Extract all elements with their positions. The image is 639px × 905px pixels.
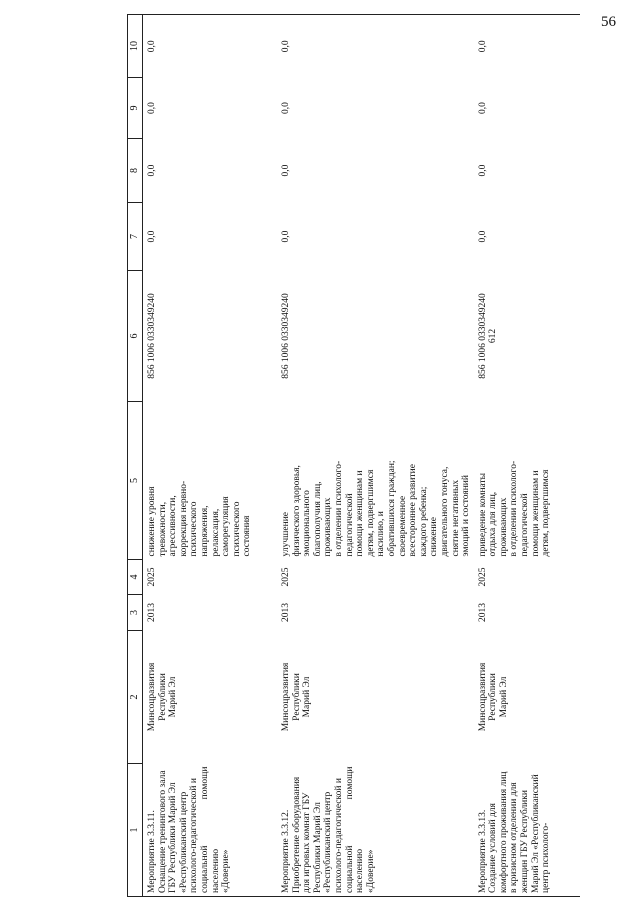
event-cell: Мероприятие 3.3.11. Оснащение тренингового зала ГБУ Республики Марий Эл «Республиканский центр психолого-педагогической и социальной помощи населению «Доверие» <box>143 764 278 897</box>
program-events-table <box>127 14 580 897</box>
column-header: 10 <box>128 15 143 78</box>
value-cell-10: 0,0 <box>277 15 474 78</box>
result-cell: снижение уровня тревожности, агрессивности, коррекция нервно- психического напряжения, релаксация, саморегуляция психического состояния <box>147 480 253 557</box>
end-year-cell: 2025 <box>281 567 291 587</box>
budget-code-cell: 856 1006 0330349240 <box>281 293 291 379</box>
column-header: 1 <box>128 764 143 897</box>
page-number: 56 <box>601 14 616 30</box>
result-cell: приведение комнаты отдыха для лиц, проживающих в отделении психолого- педагогической помощи женщинам и детям, подвергшимся <box>477 460 552 557</box>
value-cell-10: 0,0 <box>143 15 278 78</box>
result-cell: улучшение физического здоровья, эмоционального благополучия лиц, проживающих в отделении психолого- педагогической помощи женщинам и детям, подвергшимся насилию, и обратившихся граждан; своевременное всестороннее развитие каждого ребенка; снижение двигательного тонуса, снятие негативных эмоций и состояний <box>281 460 472 557</box>
start-year-cell: 2013 <box>281 603 291 622</box>
executor-cell: Минсоцразвития Республики Марий Эл <box>147 662 179 732</box>
event-cell: Мероприятие 3.3.12. Приобретение оборудования для игровых комнат ГБУ Республики Марий Эл «Республиканский центр психолого-педагогической и социальной помощи населению «Доверие» <box>277 764 474 897</box>
column-number-row <box>128 15 143 897</box>
value-cell-8: 0,0 <box>147 164 157 177</box>
event-cell: Мероприятие 3.3.13. Создание условий для комфортного проживания лиц в кризисном отделении для женщин ГБУ Республики Марий Эл «Республиканский центр психолого- <box>474 764 580 897</box>
column-header: 5 <box>128 402 143 560</box>
value-cell-9: 0,0 <box>147 102 157 114</box>
start-year-cell: 2013 <box>477 603 488 622</box>
budget-code-cell: 856 1006 0330349240 <box>147 293 157 379</box>
column-header: 8 <box>128 139 143 203</box>
column-header: 9 <box>128 78 143 139</box>
end-year-cell: 2025 <box>477 567 488 587</box>
value-cell-10: 0,0 <box>474 15 580 78</box>
value-cell-7: 0,0 <box>281 230 291 243</box>
executor-cell: Минсоцразвития Республики Марий Эл <box>477 662 509 732</box>
column-header: 3 <box>128 595 143 631</box>
value-cell-7: 0,0 <box>147 230 157 243</box>
rotated-table-container <box>127 15 627 897</box>
column-header: 6 <box>128 271 143 402</box>
value-cell-7: 0,0 <box>477 230 488 243</box>
value-cell-9: 0,0 <box>281 102 291 114</box>
executor-cell: Минсоцразвития Республики Марий Эл <box>281 662 313 732</box>
column-header: 7 <box>128 203 143 271</box>
table-row <box>143 15 278 897</box>
column-header: 2 <box>128 631 143 764</box>
start-year-cell: 2013 <box>147 603 157 622</box>
value-cell-9: 0,0 <box>477 102 488 114</box>
table-row <box>277 15 474 897</box>
column-header: 4 <box>128 560 143 595</box>
table-row <box>474 15 580 897</box>
value-cell-8: 0,0 <box>281 164 291 177</box>
value-cell-8: 0,0 <box>477 164 488 177</box>
end-year-cell: 2025 <box>147 567 157 587</box>
budget-code-cell: 856 1006 0330349240 612 <box>477 293 499 379</box>
